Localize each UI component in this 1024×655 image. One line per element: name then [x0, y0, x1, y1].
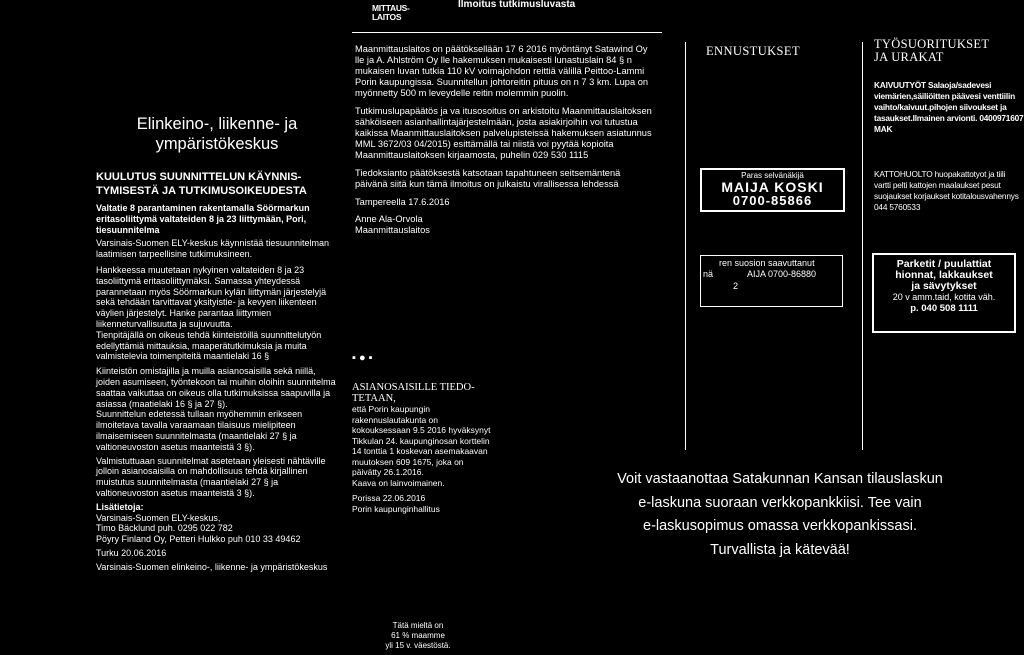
ely-info-2: Timo Bäcklund puh. 0295 022 782	[96, 523, 233, 534]
ely-paragraph-4: Kiinteistön omistajilla ja muilla asianosaisilla sekä niillä, joiden asumiseen, työntekoon tai muihin oloihin suunnitelma saattaa vaikuttaa on oikeus olla tutkimuksissa saapuvilla ja asiassa (maatielaki 16 § ja 27 §).	[96, 366, 336, 409]
ennustukset-title: ENNUSTUKSET	[706, 44, 800, 58]
asianosaisille-body: että Porin kaupungin rakennuslautakunta on kokouksessaan 9.5 2016 hyväksynyt Tikkulan 24. kaupunginosan korttelin 14 tonttia 1 koskevan asemakaavan muutoksen 609 1675, joka on päivätty 26.1.2016.	[352, 404, 491, 477]
satakunta-line-2: e-laskuna suoraan verkkopankkiisi. Tee vain	[638, 494, 922, 511]
ely-paragraph-1: Varsinais-Suomen ELY-keskus käynnistää tiesuunnitelman laatimisen tarpeellisine tutkimuksineen.	[96, 238, 329, 260]
maija-name: MAIJA KOSKI	[721, 179, 824, 195]
ely-paragraph-6: Valmistuttuaan suunnitelmat asetetaan yleisesti nähtäville jolloin asianosaisilla on mahdollisuus tehdä kirjallinen muistutus suunnitelmasta (maantielaki 27 § ja valtioneuvoston asetus maanteistä 3 §).	[96, 455, 326, 498]
parketit-line-2: hionnat, lakkaukset	[895, 269, 993, 281]
asianosaisille-org: Porin kaupunginhallitus	[352, 503, 440, 514]
parketit-line-4: 20 v amm.taid, kotita väh.	[892, 292, 996, 302]
ely-info-3: Pöyry Finland Oy, Petteri Hulkko puh 010 33 49462	[96, 534, 301, 545]
tyosuoritukset-title-1: TYÖSUORITUKSET	[874, 37, 990, 51]
maija-tagline: Paras selvänäkijä	[741, 171, 804, 180]
ely-info-label: Lisätietoja:	[96, 501, 144, 512]
ely-date: Turku 20.06.2016	[96, 547, 167, 558]
header-rule	[352, 32, 662, 33]
mml-signer: Anne Ala-Orvola	[355, 214, 423, 224]
satakunta-line-1: Voit vastaanottaa Satakunnan Kansan tilauslaskun	[617, 471, 943, 487]
logo-line-1: MITTAUS-	[372, 3, 410, 13]
mml-paragraph-3: Tiedoksianto päätöksestä katsotaan tapahtuneen seitsemäntenä päivänä siitä kun tämä ilmoitus on julkaistu virallisessa lehdessä	[355, 168, 621, 189]
notice-title: Ilmoitus tutkimusluvasta	[458, 0, 576, 10]
ely-paragraph-3: Tienpitäjällä on oikeus tehdä kiinteistöillä suunnittelutyön edellyttämiä mittauksia, maaperätutkimuksia ja muita valmistelevia toimenpiteitä maantielaki 16 §	[96, 329, 322, 362]
ely-org-line-2: ympäristökeskus	[155, 135, 279, 153]
ely-lead: Valtatie 8 parantaminen rakentamalla Söörmarkun eritasoliittymä valtateiden 8 ja 23 liittymään, Pori, tiesuunnitelma	[96, 203, 310, 235]
satakunta-line-3: e-laskusopimus omassa verkkopankissasi.	[643, 518, 917, 534]
ennustus-ad-line-2a: nä	[703, 269, 714, 279]
parketit-line-3: ja sävytykset	[911, 280, 977, 292]
asianosaisille-place: Porissa 22.06.2016	[352, 493, 426, 503]
logo	[372, 4, 410, 22]
maija-phone: 0700-85866	[732, 193, 813, 208]
ely-headline	[96, 170, 338, 198]
survey-line-1: Tätä mieltä on	[392, 621, 444, 630]
survey-line-2: 61 % maamme	[391, 631, 445, 640]
survey-line-3: yli 15 v. väestöstä.	[385, 641, 451, 650]
mml-paragraph-2: Tutkimuslupapäätös ja va itusosoitus on arkistoitu Maanmittauslaitoksen sähköiseen asianhallintajärjestelmään, josta asiakirjoihin voi tutustua kaikissa Maanmittauslaitoksen palvelupisteissä hakemuksen asiatunnus MML 3672/03 04/2015) esittämällä tai niistä voi pyytää kopioita Maanmittauslaitoksen kirjaamosta, puhelin 029 530 1115	[355, 106, 652, 160]
mml-notice	[355, 44, 655, 236]
asianosaisille-notice	[352, 352, 492, 514]
ely-headline-line-1: KUULUTUS SUUNNITTELUN KÄYNNIS-	[96, 171, 302, 183]
column-divider-1	[685, 42, 686, 450]
asianosaisille-body-2: Kaava on lainvoimainen.	[352, 477, 445, 488]
ennustus-ad-line-1: ren suosion saavuttanut	[719, 258, 815, 268]
parketit-ad	[872, 253, 1016, 333]
column-divider-2	[862, 42, 863, 450]
ely-org-line-1: Elinkeino-, liikenne- ja	[136, 115, 298, 133]
survey-footnote	[368, 621, 468, 651]
mml-place-date: Tampereella 17.6.2016	[355, 197, 450, 207]
satakunta-line-4: Turvallista ja kätevää!	[710, 541, 850, 558]
ely-headline-line-2: TYMISESTÄ JA TUTKIMUSOIKEUDESTA	[96, 185, 307, 197]
ennustus-ad-line-2b: AIJA 0700-86880	[747, 269, 817, 279]
ely-paragraph-2: Hankkeessa muutetaan nykyinen valtateiden 8 ja 23 tasoliittymä eritasoliittymäksi. Samassa yhteydessä parannetaan myös Söörmarkun kylän liittymän järjestelyjä sekä tehdään tarvittavat yksityistie- ja kevyen liikenteen väylien järjestelyt. Hanke parantaa liittymien liikenneturvallisuutta ja sujuvuutta.	[96, 264, 327, 329]
ely-notice	[96, 114, 338, 573]
asianosaisille-mark: ▪ ● ▪	[352, 352, 373, 364]
parketit-line-5: p. 040 508 1111	[910, 303, 978, 314]
parketit-line-1: Parketit / puulattiat	[896, 258, 992, 270]
kattohuolto-ad: KATTOHUOLTO huopakattotyot ja tiili vartti pelti kattojen maalaukset pesut suojaukset korjaukset kotitalousvahennys 044 5760533	[874, 169, 1019, 212]
mml-paragraph-1: Maanmittauslaitos on päätöksellään 17 6 2016 myöntänyt Satawind Oy lle ja A. Ahlström Oy lle hakemuksen mukaisesti lunastuslain 84 § n mukaisen luvan tutkia 110 kV voimajohdon reittiä välillä Peittoo-Lammi Porin kaupungissa. Suunnitellun johtoreitin pituus on n 7 3 km. Lupa on myönnetty 500 m leveydelle reitin molemmin puolin.	[355, 44, 649, 98]
mml-signer-org: Maanmittauslaitos	[355, 225, 430, 235]
asianosaisille-title-2: TETAAN,	[352, 393, 396, 404]
ely-signature: Varsinais-Suomen elinkeino-, liikenne- ja ympäristökeskus	[96, 561, 328, 572]
kaivuutyot-ad: KAIVUUTYÖT Salaoja/sadevesi viemärien,säiliöitten päävesi venttiilin vaihto/kaivuut.pihojen siivoukset ja tasaukset.Ilmainen arvionti. 0400971607 MAK	[874, 80, 1024, 134]
asianosaisille-title-1: ASIANOSAISILLE TIEDO-	[352, 382, 475, 393]
ennustus-ad-line-3: 2	[733, 281, 739, 291]
ely-info-1: Varsinais-Suomen ELY-keskus,	[96, 512, 221, 523]
asianosaisille-title	[352, 382, 492, 404]
maija-koski-ad	[700, 168, 845, 212]
logo-line-2: LAITOS	[372, 12, 402, 22]
ennustus-ad-2	[700, 255, 843, 307]
tyosuoritukset-title-2: JA URAKAT	[874, 50, 944, 64]
ely-paragraph-5: Suunnittelun edetessä tullaan myöhemmin erikseen ilmoitetava tavalla varaamaan tilaisuus mielipiteen ilmaisemiseen suunnitelmasta (maantielaki 27 § ja valtioneuvoston asetus maanteistä 3 §).	[96, 409, 303, 452]
ely-org-name	[96, 114, 338, 154]
tyosuoritukset-title	[874, 38, 989, 64]
satakunta-ad	[560, 468, 1000, 562]
